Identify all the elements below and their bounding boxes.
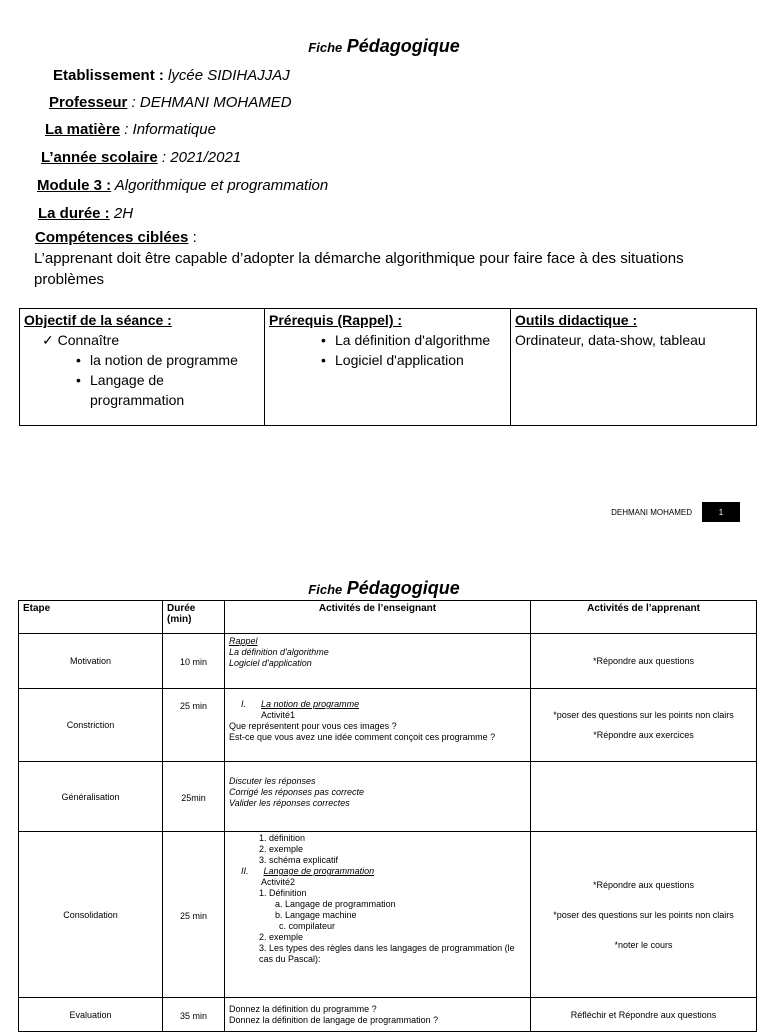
tools-cell [511,309,757,426]
cell-etape: Motivation [19,634,163,689]
info-professeur [49,94,292,111]
cell-duree: 25 min [163,689,225,762]
info-value: : DEHMANI MOHAMED [127,94,292,111]
col-header-duree: Durée (min) [163,601,225,634]
activities-table [18,600,757,1032]
table-row [19,832,757,998]
cell-duree: 35 min [163,998,225,1032]
page-title [0,36,768,57]
info-label: Module 3 : [37,177,112,194]
objectives-list [24,350,260,410]
footer-author: DEHMANI MOHAMED [611,507,692,517]
list-item: • la notion de programme [76,352,238,368]
objectives-table [19,308,757,426]
cell-enseignant: Donnez la définition du programme ? Donnez la définition de langage de programmation ? [225,998,531,1032]
info-label: Etablissement : [53,67,164,84]
bullet-icon: • [76,372,81,388]
info-module [37,177,328,194]
col-header-enseignant: Activités de l’enseignant [225,601,531,634]
cell-etape: Constriction [19,689,163,762]
tools-text: Ordinateur, data-show, tableau [515,332,706,348]
cell-apprenant: *Répondre aux questions [531,634,757,689]
info-value: 2H [109,205,134,222]
info-label: La durée : [38,205,110,222]
prerequisites-header: Prérequis (Rappel) : [269,312,403,328]
page-footer [611,502,740,522]
cell-enseignant: I. La notion de programme Activité1 Que représentent pour vous ces images ? Est-ce que vous avez une idée comment conçoit ces programme ? [225,689,531,762]
table-header-row [19,601,757,634]
info-matiere [45,121,216,138]
col-header-apprenant: Activités de l’apprenant [531,601,757,634]
cell-duree: 25min [163,762,225,832]
info-etablissement [53,67,290,84]
check-icon: ✓ [42,332,54,348]
list-item: • Langage de programmation [76,372,185,408]
cell-enseignant: 1. définition 2. exemple 3. schéma explicatif II. Langage de programmation Activité2 1. Définition a. Langage de programmation b. Langage machine c. compilateur 2. exemple 3. Les types des règles dans les langages de programmation (le cas du Pascal): [225,832,531,998]
competences-colon: : [188,229,197,246]
cell-apprenant: *Répondre aux questions *poser des questions sur les points non clairs *noter le cours [531,832,757,998]
cell-apprenant: Réfléchir et Répondre aux questions [531,998,757,1032]
bullet-icon: • [76,352,81,368]
cell-apprenant: *poser des questions sur les points non clairs *Répondre aux exercices [531,689,757,762]
title-prefix: Fiche [308,582,343,597]
info-value: : Informatique [120,121,216,138]
bullet-icon: • [321,332,326,348]
info-duree [38,205,133,222]
check-label: Connaître [57,332,120,348]
info-label: La matière [45,121,121,138]
check-item [24,330,260,350]
bullet-icon: • [321,352,326,368]
table-row [19,998,757,1032]
list-item: • La définition d'algorithme [321,332,491,348]
info-value: lycée SIDIHAJJAJ [163,67,290,84]
info-label: L’année scolaire [41,149,158,166]
prerequisites-list [269,330,506,370]
objectives-header: Objectif de la séance : [24,312,172,328]
cell-apprenant [531,762,757,832]
cell-enseignant: Rappel La définition d'algorithme Logiciel d'application [225,634,531,689]
cell-duree: 25 min [163,832,225,998]
cell-etape: Généralisation [19,762,163,832]
table-row [19,689,757,762]
competences-heading [35,229,197,246]
info-annee [41,149,241,166]
page-number: 1 [702,502,740,522]
list-item: • Logiciel d'application [321,352,464,368]
tools-header: Outils didactique : [515,312,638,328]
cell-etape: Evaluation [19,998,163,1032]
title-main: Pédagogique [346,578,460,598]
cell-enseignant: Discuter les réponses Corrigé les réponses pas correcte Valider les réponses correctes [225,762,531,832]
competences-label: Compétences ciblées [35,229,189,246]
competences-text: L’apprenant doit être capable d’adopter la démarche algorithmique pour faire face à des situations problèmes [34,250,684,288]
info-value: : 2021/2021 [157,149,242,166]
info-label: Professeur [49,94,128,111]
title-main: Pédagogique [346,36,460,56]
info-value: Algorithmique et programmation [111,177,329,194]
table-row [19,762,757,832]
page2-title [0,578,768,599]
title-prefix: Fiche [308,40,343,55]
cell-duree: 10 min [163,634,225,689]
prerequisites-cell [265,309,511,426]
cell-etape: Consolidation [19,832,163,998]
col-header-etape: Etape [19,601,163,634]
table-row [19,634,757,689]
objectives-cell [20,309,265,426]
